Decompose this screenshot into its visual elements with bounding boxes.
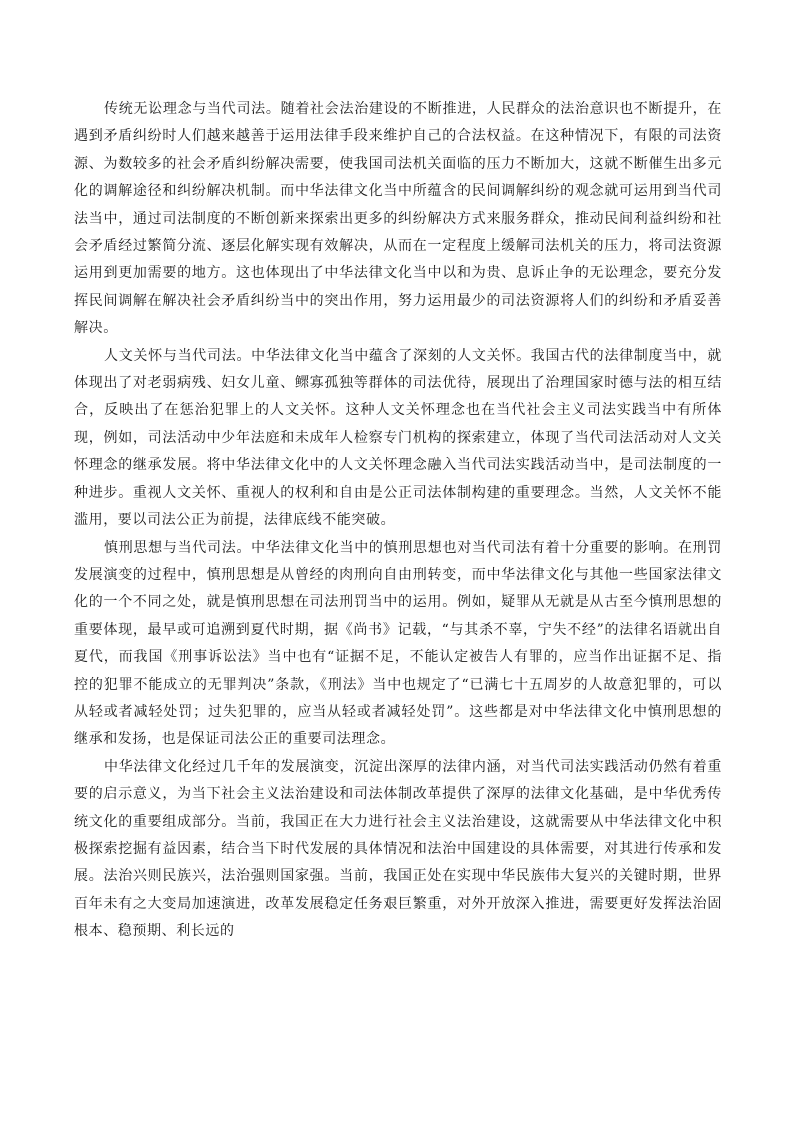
document-body [74,96,722,946]
paragraph-prudent-punishment: 慎刑思想与当代司法。中华法律文化当中的慎刑思想也对当代司法有着十分重要的影响。在刑罚发展演变的过程中，慎刑思想是从曾经的肉刑向自由刑转变，而中华法律文化与其他一些国家法律文化的一个不同之处，就是慎刑思想在司法刑罚当中的运用。例如，疑罪从无就是从古至今慎刑思想的重要体现，最早或可追溯到夏代时期，据《尚书》记载，“与其杀不辜，宁失不经”的法律名语就出自夏代，而我国《刑事诉讼法》当中也有“证据不足，不能认定被告人有罪的，应当作出证据不足、指控的犯罪不能成立的无罪判决”条款，《刑法》当中也规定了“已满七十五周岁的人故意犯罪的，可以从轻或者减轻处罚；过失犯罪的，应当从轻或者减轻处罚”。这些都是对中华法律文化中慎刑思想的继承和发扬，也是保证司法公正的重要司法理念。 [74,539,722,748]
paragraph-humanistic-care: 人文关怀与当代司法。中华法律文化当中蕴含了深刻的人文关怀。我国古代的法律制度当中，就体现出了对老弱病残、妇女儿童、鳏寡孤独等群体的司法优待，展现出了治理国家时德与法的相互结合，反映出了在惩治犯罪上的人文关怀。这种人文关怀理念也在当代社会主义司法实践当中有所体现，例如，司法活动中少年法庭和未成年人检察专门机构的探索建立，体现了当代司法活动对人文关怀理念的继承发展。将中华法律文化中的人文关怀理念融入当代司法实践活动当中，是司法制度的一种进步。重视人文关怀、重视人的权利和自由是公正司法体制构建的重要理念。当然，人文关怀不能滥用，要以司法公正为前提，法律底线不能突破。 [74,347,722,529]
paragraph-traditional-no-litigation: 传统无讼理念与当代司法。随着社会法治建设的不断推进，人民群众的法治意识也不断提升，在遇到矛盾纠纷时人们越来越善于运用法律手段来维护自己的合法权益。在这种情况下，有限的司法资源、为数较多的社会矛盾纠纷解决需要，使我国司法机关面临的压力不断加大，这就不断催生出多元化的调解途径和纠纷解决机制。而中华法律文化当中所蕴含的民间调解纠纷的观念就可运用到当代司法当中，通过司法制度的不断创新来探索出更多的纠纷解决方式来服务群众，推动民间利益纠纷和社会矛盾经过繁简分流、逐层化解实现有效解决，从而在一定程度上缓解司法机关的压力，将司法资源运用到更加需要的地方。这也体现出了中华法律文化当中以和为贵、息诉止争的无讼理念，要充分发挥民间调解在解决社会矛盾纠纷当中的突出作用，努力运用最少的司法资源将人们的纠纷和矛盾妥善解决。 [74,101,722,337]
paragraph-conclusion: 中华法律文化经过几千年的发展演变，沉淀出深厚的法律内涵，对当代司法实践活动仍然有着重要的启示意义，为当下社会主义法治建设和司法体制改革提供了深厚的法律文化基础，是中华优秀传统文化的重要组成部分。当前，我国正在大力进行社会主义法治建设，这就需要从中华法律文化中积极探索挖掘有益因素，结合当下时代发展的具体情况和法治中国建设的具体需要，对其进行传承和发展。法治兴则民族兴，法治强则国家强。当前，我国正处在实现中华民族伟大复兴的关键时期，世界百年未有之大变局加速演进，改革发展稳定任务艰巨繁重，对外开放深入推进，需要更好发挥法治固根本、稳预期、利长远的 [74,758,722,940]
